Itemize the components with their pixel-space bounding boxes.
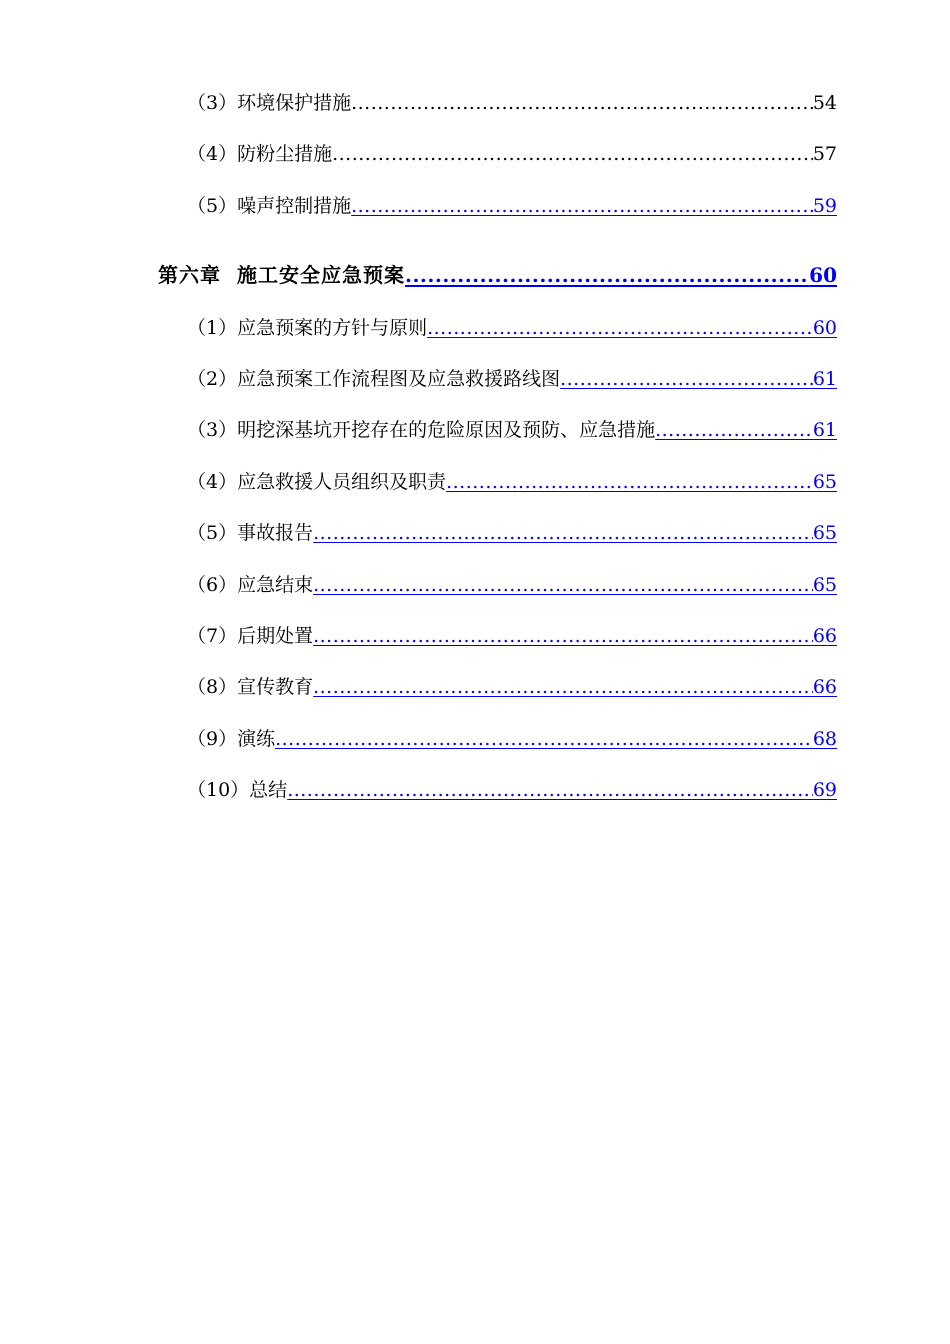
dot-leader-link[interactable]	[560, 366, 813, 392]
toc-entry-label: （4）应急救援人员组织及职责	[187, 471, 447, 493]
chapter-number: 第六章	[158, 263, 221, 287]
dot-leader-link[interactable]	[655, 417, 813, 443]
toc-entry-label: （3）环境保护措施	[187, 92, 352, 114]
toc-entry-label: （3）明挖深基坑开挖存在的危险原因及预防、应急措施	[187, 419, 656, 441]
toc-page-number-link[interactable]: 61	[812, 419, 837, 441]
dot-leader-link[interactable]	[427, 315, 813, 341]
toc-entry-label: （9）演练	[187, 728, 276, 750]
dot-leader	[332, 141, 813, 167]
chapter-title: 施工安全应急预案	[237, 263, 405, 287]
toc-entry-link[interactable]	[187, 469, 837, 495]
toc-chapter-link[interactable]	[158, 262, 837, 288]
toc-entry-label: （7）后期处置	[187, 625, 314, 647]
toc-page-number-link[interactable]: 69	[812, 779, 837, 801]
dot-leader-link[interactable]	[351, 193, 813, 219]
toc-page-number-link[interactable]: 59	[812, 195, 837, 217]
dot-leader-link[interactable]	[313, 520, 813, 546]
toc-entry-label: （4）防粉尘措施	[187, 143, 333, 165]
toc-entry-label: （8）宣传教育	[187, 676, 314, 698]
dot-leader-link[interactable]	[405, 262, 809, 288]
toc-chapter-label	[158, 262, 405, 288]
toc-entry-link[interactable]	[187, 315, 837, 341]
toc-entry	[187, 90, 837, 116]
toc-entry-link[interactable]	[187, 572, 837, 598]
toc-entry-link[interactable]	[187, 193, 837, 219]
toc-entry-label: （5）事故报告	[187, 522, 314, 544]
toc-entry-link[interactable]	[187, 623, 837, 649]
toc-entry-label: （5）噪声控制措施	[187, 195, 352, 217]
toc-entry-link[interactable]	[187, 520, 837, 546]
dot-leader-link[interactable]	[313, 623, 813, 649]
dot-leader-link[interactable]	[287, 777, 813, 803]
toc-entry-link[interactable]	[187, 726, 837, 752]
toc-page-number-link[interactable]: 61	[812, 368, 837, 390]
toc-page-number-link[interactable]: 65	[812, 574, 837, 596]
dot-leader-link[interactable]	[313, 674, 813, 700]
toc-page-number-link[interactable]: 60	[812, 317, 837, 339]
toc-entry-label: （2）应急预案工作流程图及应急救援路线图	[187, 368, 561, 390]
toc-entry-link[interactable]	[187, 674, 837, 700]
toc-page-number-link[interactable]: 65	[812, 522, 837, 544]
toc-entry-label: （6）应急结束	[187, 574, 314, 596]
toc-page-number-link[interactable]: 68	[812, 728, 837, 750]
toc-entry	[187, 141, 837, 167]
toc-page-number-link[interactable]: 66	[812, 676, 837, 698]
dot-leader-link[interactable]	[446, 469, 813, 495]
dot-leader-link[interactable]	[275, 726, 813, 752]
dot-leader	[351, 90, 813, 116]
toc-entry-label: （1）应急预案的方针与原则	[187, 317, 428, 339]
toc-page-number-link[interactable]: 60	[809, 263, 837, 287]
toc-page-number: 57	[812, 143, 837, 165]
dot-leader-link[interactable]	[313, 572, 813, 598]
toc-entry-link[interactable]	[187, 417, 837, 443]
toc-page-number: 54	[812, 92, 837, 114]
toc-entry-link[interactable]	[187, 366, 837, 392]
toc-entry-link[interactable]	[187, 777, 837, 803]
toc-page-number-link[interactable]: 66	[812, 625, 837, 647]
toc-entry-label: （10）总结	[187, 779, 288, 801]
toc-page-number-link[interactable]: 65	[812, 471, 837, 493]
